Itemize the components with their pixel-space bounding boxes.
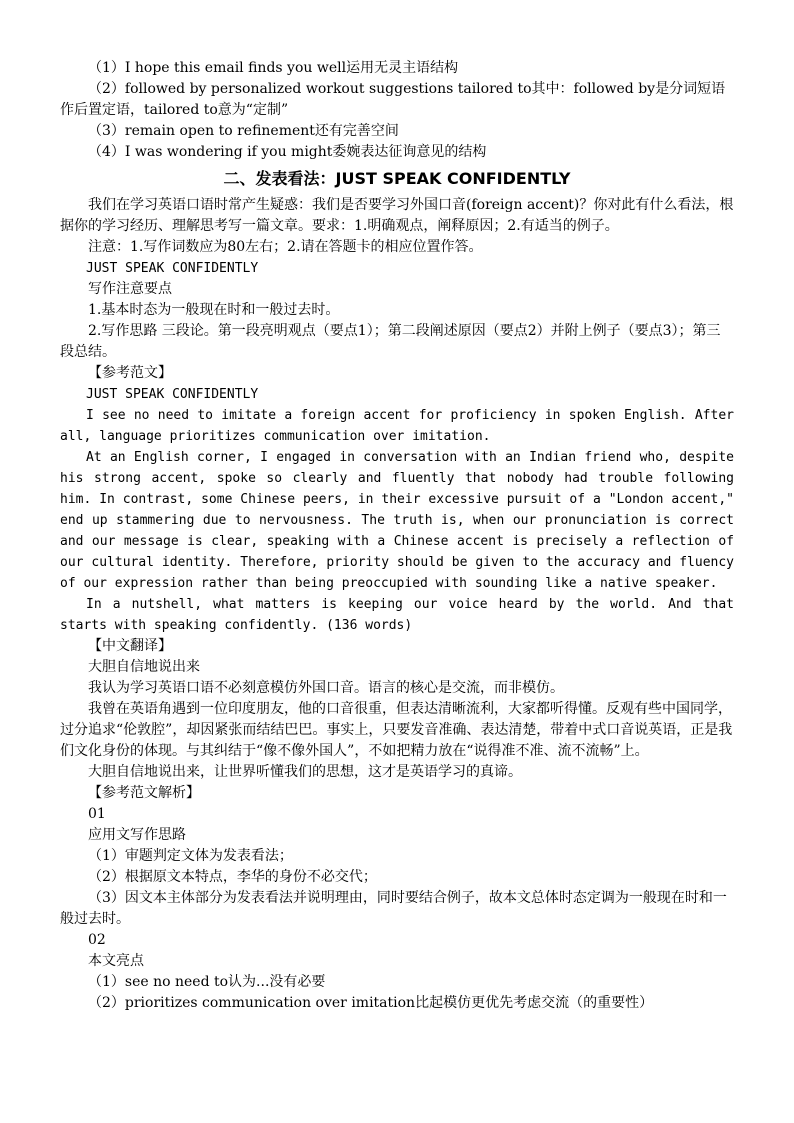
section-heading: 二、发表看法：JUST SPEAK CONFIDENTLY [223,169,571,188]
document-page [60,58,734,1014]
approach-label: 应用文写作思路 [88,827,186,843]
sample-label: 【参考范文】 [88,365,172,381]
usage-note-3: （3）remain open to refinement还有完善空间 [88,123,399,139]
highlight-2: （2）prioritizes communication over imitation比起模仿更优先考虑交流（的重要性） [88,995,654,1011]
translation-paragraph-3: 大胆自信地说出来，让世界听懂我们的思想，这才是英语学习的真谛。 [88,764,522,780]
tip-structure: 2.写作思路 三段论。第一段亮明观点（要点1）；第二段阐述原因（要点2）并附上例子（要点3）；第三段总结。 [60,323,721,360]
tips-label: 写作注意要点 [88,281,172,297]
translation-paragraph-1: 我认为学习英语口语不必刻意模仿外国口音。语言的核心是交流，而非模仿。 [88,680,564,696]
highlight-1: （1）see no need to认为...没有必要 [88,974,326,990]
sample-paragraph-1: I see no need to imitate a foreign accent for proficiency in spoken English. After all, language prioritizes communication over imitation. [60,408,734,444]
writing-prompt: 我们在学习英语口语时常产生疑惑：我们是否要学习外国口音(foreign accent)？你对此有什么看法，根据你的学习经历、理解思考写一篇文章。要求：1.明确观点，阐释原因；2.有适当的例子。 [60,197,734,234]
approach-point-3: （3）因文本主体部分为发表看法并说明理由，同时要结合例子，故本文总体时态定调为一般现在时和一般过去时。 [60,890,727,927]
analysis-number-02: 02 [88,932,106,948]
sample-paragraph-2: At an English corner, I engaged in conversation with an Indian friend who, despite his strong accent, spoke so clearly and fluently that nobody had trouble following him. In contrast, some Chinese peers, in their excessive pursuit of a "London accent," end up stammering due to nervousness. The truth is, when our pronunciation is correct and our message is clear, speaking with a Chinese accent is precisely a reflection of our cultural identity. Therefore, priority should be given to the accuracy and fluency of our expression rather than being preoccupied with sounding like a native speaker. [60,450,734,591]
essay-title-line: JUST SPEAK CONFIDENTLY [86,261,259,276]
analysis-number-01: 01 [88,806,106,822]
sample-title: JUST SPEAK CONFIDENTLY [86,387,259,402]
highlights-label: 本文亮点 [88,953,144,969]
usage-note-1: （1）I hope this email finds you well运用无灵主语结构 [88,60,459,76]
sample-paragraph-3: In a nutshell, what matters is keeping our voice heard by the world. And that starts with speaking confidently. (136 words) [60,597,734,633]
tip-tense: 1.基本时态为一般现在时和一般过去时。 [88,302,340,318]
approach-point-1: （1）审题判定文体为发表看法； [88,848,293,864]
translation-title: 大胆自信地说出来 [88,659,200,675]
approach-point-2: （2）根据原文本特点，李华的身份不必交代； [88,869,377,885]
translation-paragraph-2: 我曾在英语角遇到一位印度朋友，他的口音很重，但表达清晰流利，大家都听得懂。反观有些中国同学，过分追求“伦敦腔”，却因紧张而结结巴巴。事实上，只要发音准确、表达清楚，带着中式口音说英语，正是我们文化身份的体现。与其纠结于“像不像外国人”，不如把精力放在“说得准不准、流不流畅”上。 [60,701,733,759]
usage-note-2: （2）followed by personalized workout suggestions tailored to其中：followed by是分词短语作后置定语，tailored to意为“定制” [60,81,726,118]
analysis-label: 【参考范文解析】 [88,785,200,801]
writing-note: 注意：1.写作词数应为80左右；2.请在答题卡的相应位置作答。 [88,239,483,255]
usage-note-4: （4）I was wondering if you might委婉表达征询意见的结构 [88,144,487,160]
translation-label: 【中文翻译】 [88,638,172,654]
